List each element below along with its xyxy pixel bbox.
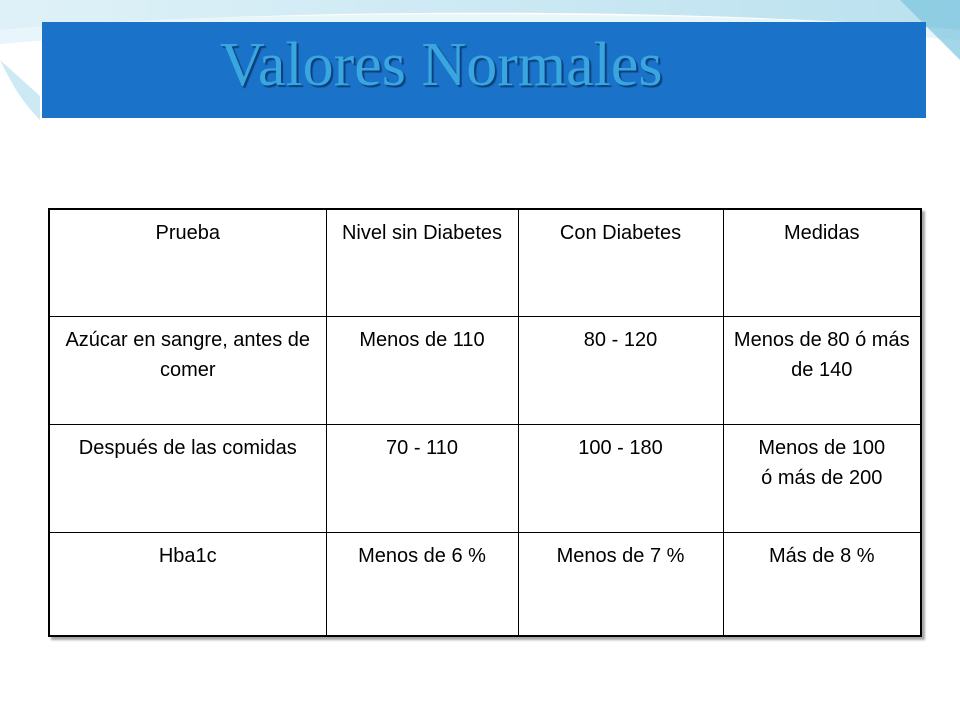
slide-title: Valores Normales <box>220 31 663 99</box>
cell-con-diabetes: 100 - 180 <box>518 424 723 532</box>
cell-nivel-sin-diabetes: Menos de 6 % <box>326 532 518 636</box>
table-row <box>49 532 921 636</box>
cell-nivel-sin-diabetes: 70 - 110 <box>326 424 518 532</box>
normal-values-table <box>48 208 922 637</box>
cell-nivel-sin-diabetes: Menos de 110 <box>326 316 518 424</box>
cell-medidas: Menos de 80 ó más de 140 <box>723 316 921 424</box>
cell-prueba: Hba1c <box>49 532 326 636</box>
cell-medidas-line: ó más de 200 <box>761 466 883 489</box>
header-con-diabetes: Con Diabetes <box>518 209 723 316</box>
cell-medidas-line: Menos de 100 <box>758 436 886 459</box>
cell-con-diabetes: Menos de 7 % <box>518 532 723 636</box>
cell-prueba: Azúcar en sangre, antes de comer <box>49 316 326 424</box>
table-header-row <box>49 209 921 316</box>
header-nivel-sin-diabetes: Nivel sin Diabetes <box>326 209 518 316</box>
cell-con-diabetes: 80 - 120 <box>518 316 723 424</box>
header-medidas: Medidas <box>723 209 921 316</box>
table-row <box>49 316 921 424</box>
cell-medidas <box>723 424 921 532</box>
cell-prueba: Después de las comidas <box>49 424 326 532</box>
cell-medidas: Más de 8 % <box>723 532 921 636</box>
table-row <box>49 424 921 532</box>
header-prueba: Prueba <box>49 209 326 316</box>
